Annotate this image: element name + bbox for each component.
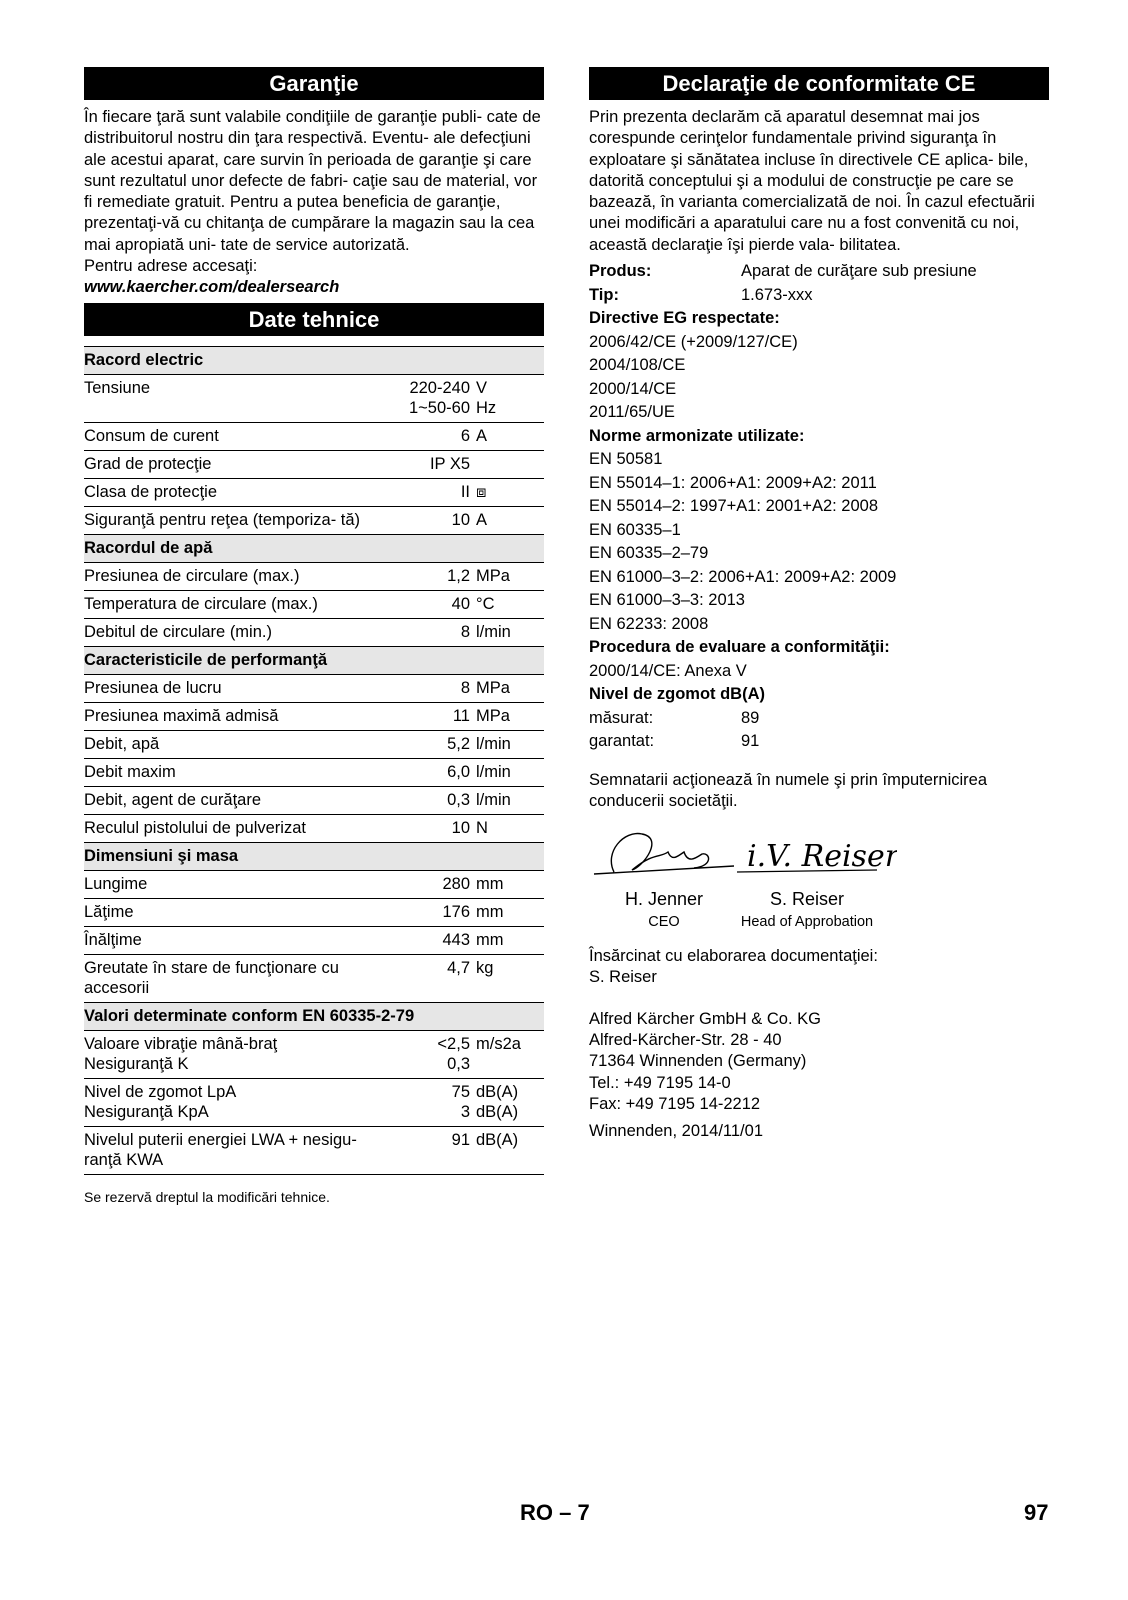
signatures xyxy=(589,822,1049,932)
tech-row-value: 0,3 xyxy=(394,787,470,815)
measured-row xyxy=(589,707,1049,731)
signature-reiser-handwriting xyxy=(717,822,897,880)
company-item: Tel.: +49 7195 14-0 xyxy=(589,1073,731,1092)
tech-row-value: 176 xyxy=(394,899,470,927)
ce-declaration-heading: Declaraţie de conformitate CE xyxy=(589,67,1049,100)
guaranteed-value: 91 xyxy=(741,732,760,751)
tech-row xyxy=(84,619,544,647)
tech-row-value: 10 xyxy=(394,507,470,535)
tech-row-value: 1,2 xyxy=(394,563,470,591)
tech-row-label: Temperatura de circulare (max.) xyxy=(84,591,394,619)
tech-row-label: Clasa de protecţie xyxy=(84,479,394,507)
product-label: Produs: xyxy=(589,262,652,281)
tech-row-value: 280 xyxy=(394,871,470,899)
tech-note: Se rezervă dreptul la modificări tehnice. xyxy=(84,1189,330,1206)
norms-item: EN 62233: 2008 xyxy=(589,614,709,633)
tech-row xyxy=(84,1127,544,1175)
procedure-title: Procedura de evaluare a conformităţii: xyxy=(589,638,890,657)
tech-row-unit: mm xyxy=(470,899,544,927)
tech-row-unit: N xyxy=(470,815,544,843)
tech-row-unit: kg xyxy=(470,955,544,1003)
tech-row xyxy=(84,815,544,843)
type-label: Tip: xyxy=(589,285,619,304)
tech-row-label: Presiunea de lucru xyxy=(84,675,394,703)
tech-row-unit: l/min xyxy=(470,731,544,759)
norms-title: Norme armonizate utilizate: xyxy=(589,426,805,445)
tech-row-label: Presiunea maximă admisă xyxy=(84,703,394,731)
company-item: Alfred Kärcher GmbH & Co. KG xyxy=(589,1009,821,1028)
tech-section-title: Caracteristicile de performanţă xyxy=(84,647,544,675)
type-value: 1.673-xxx xyxy=(741,285,813,304)
signer2-role: Head of Approbation xyxy=(740,914,874,931)
signer2-script: i.V. Reiser xyxy=(747,839,897,875)
tech-row xyxy=(84,675,544,703)
signer1-name: H. Jenner xyxy=(624,889,704,910)
tech-row-unit: °C xyxy=(470,591,544,619)
norms-item: EN 61000–3–2: 2006+A1: 2009+A2: 2009 xyxy=(589,567,897,586)
tech-data-table xyxy=(84,346,544,1175)
tech-row-unit: dB(A) xyxy=(470,1127,544,1175)
tech-row-value: 75 3 xyxy=(394,1079,470,1127)
procedure-value: 2000/14/CE: Anexa V xyxy=(589,661,747,680)
tech-row-unit: A xyxy=(470,507,544,535)
tech-row-label: Tensiune xyxy=(84,375,394,423)
tech-row-value: 8 xyxy=(394,675,470,703)
tech-row-unit: V Hz xyxy=(470,375,544,423)
tech-row-label: Presiunea de circulare (max.) xyxy=(84,563,394,591)
tech-data-heading: Date tehnice xyxy=(84,303,544,336)
guaranteed-row xyxy=(589,730,1049,754)
tech-row xyxy=(84,871,544,899)
tech-row-value: 5,2 xyxy=(394,731,470,759)
tech-row-label-second: Nesiguranţă KpA xyxy=(84,1103,209,1122)
tech-row xyxy=(84,1031,544,1079)
tech-row-label: Debitul de circulare (min.) xyxy=(84,619,394,647)
tech-row xyxy=(84,731,544,759)
tech-row-value: 443 xyxy=(394,927,470,955)
tech-row xyxy=(84,1079,544,1127)
tech-row-label: Înălţime xyxy=(84,927,394,955)
signer1-role: CEO xyxy=(648,914,680,931)
tech-section-title: Dimensiuni şi masa xyxy=(84,843,544,871)
tech-section-header xyxy=(84,535,544,563)
tech-row-unit: A xyxy=(470,423,544,451)
tech-row xyxy=(84,703,544,731)
tech-row-value: <2,5 0,3 xyxy=(394,1031,470,1079)
norms-item: EN 60335–2–79 xyxy=(589,544,709,563)
tech-row-label: Consum de curent xyxy=(84,423,394,451)
tech-row-unit: mm xyxy=(470,871,544,899)
tech-row-unit: l/min xyxy=(470,787,544,815)
signature-reiser xyxy=(717,822,897,930)
tech-row-unit: MPa xyxy=(470,675,544,703)
tech-row-unit: ⧈ xyxy=(470,479,544,507)
tech-section-title: Valori determinate conform EN 60335-2-79 xyxy=(84,1003,544,1031)
norms-item: EN 60335–1 xyxy=(589,520,681,539)
product-row xyxy=(589,260,1049,284)
right-column xyxy=(589,67,1049,1143)
tech-section-header xyxy=(84,1003,544,1031)
tech-row-value: 6,0 xyxy=(394,759,470,787)
place-date: Winnenden, 2014/11/01 xyxy=(589,1122,763,1141)
tech-row-unit: MPa xyxy=(470,563,544,591)
company-item: Fax: +49 7195 14-2212 xyxy=(589,1094,761,1113)
tech-row-unit: l/min xyxy=(470,619,544,647)
tech-row-value: 220-240 1~50-60 xyxy=(394,375,470,423)
directives-list xyxy=(589,331,1049,425)
tech-row-value: 40 xyxy=(394,591,470,619)
tech-row-unit: dB(A) dB(A) xyxy=(470,1079,544,1127)
tech-row xyxy=(84,563,544,591)
guaranteed-label: garantat: xyxy=(589,732,655,751)
tech-row xyxy=(84,899,544,927)
norms-list xyxy=(589,448,1049,636)
measured-value: 89 xyxy=(741,708,760,727)
address-intro: Pentru adrese accesaţi: xyxy=(84,257,258,276)
tech-row-label: Nivel de zgomot LpA Nesiguranţă KpA xyxy=(84,1079,394,1127)
directives-item: 2011/65/UE xyxy=(589,403,675,422)
tech-row xyxy=(84,451,544,479)
warranty-heading: Garanţie xyxy=(84,67,544,100)
tech-row xyxy=(84,759,544,787)
tech-row-value: 4,7 xyxy=(394,955,470,1003)
tech-row-label: Lăţime xyxy=(84,899,394,927)
dealer-search-link[interactable]: www.kaercher.com/dealersearch xyxy=(84,278,340,297)
tech-row-label-second: Nesiguranţă K xyxy=(84,1055,189,1074)
directives-title: Directive EG respectate: xyxy=(589,309,780,328)
tech-row-value: IP X5 xyxy=(394,451,470,479)
tech-row-label: Reculul pistolului de pulverizat xyxy=(84,815,394,843)
tech-row-label: Lungime xyxy=(84,871,394,899)
tech-section-title: Racord electric xyxy=(84,347,544,375)
tech-row-unit: m/s2a xyxy=(470,1031,544,1079)
noise-title: Nivel de zgomot dB(A) xyxy=(589,685,765,704)
tech-row xyxy=(84,787,544,815)
tech-row xyxy=(84,423,544,451)
warranty-text: În fiecare ţară sunt valabile condiţiile de garanţie publi- cate de distribuitorul nostru din ţara respectivă. Eventu- ale defecţiuni ale acestui aparat, care survin în perioada de garanţie şi care sunt rezultatul unor defecte de fabri- caţie sau de material, vor fi remediate gratuit. Pentru a putea beneficia de garanţie, prezentaţi-vă cu chitanţa de cumpărare la magazin sau la cea mai apropiată uni- tate de service autorizată. xyxy=(84,108,541,254)
documentation-label: Însărcinat cu elaborarea documentaţiei: xyxy=(589,947,878,966)
norms-item: EN 50581 xyxy=(589,450,663,469)
tech-row-value: 11 xyxy=(394,703,470,731)
company-item: 71364 Winnenden (Germany) xyxy=(589,1052,807,1071)
tech-row-unit: mm xyxy=(470,927,544,955)
type-row xyxy=(589,284,1049,308)
signatories-text: Semnatarii acţionează în numele şi prin împuternicirea conducerii societăţii. xyxy=(589,770,988,810)
tech-row xyxy=(84,927,544,955)
tech-row-unit xyxy=(470,451,544,479)
tech-row-value: 10 xyxy=(394,815,470,843)
tech-section-title: Racordul de apă xyxy=(84,535,544,563)
tech-row-label: Grad de protecţie xyxy=(84,451,394,479)
directives-item: 2000/14/CE xyxy=(589,379,677,398)
tech-section-header xyxy=(84,647,544,675)
tech-row-label: Debit, agent de curăţare xyxy=(84,787,394,815)
tech-row-label: Valoare vibraţie mână-braţ Nesiguranţă K xyxy=(84,1031,394,1079)
tech-row-label: Debit, apă xyxy=(84,731,394,759)
tech-row xyxy=(84,955,544,1003)
ce-intro: Prin prezenta declarăm că aparatul desemnat mai jos corespunde cerinţelor fundamentale privind siguranţa în exploatare şi sănătatea incluse în directivele CE aplica- bile, datorită conceptului şi a modului de construcţie pe care se bazează, în varianta comercializată de noi. În cazul efectuării unei modificări a aparatului care nu a fost convenită cu noi, această declaraţie îşi pierde vala- bilitatea. xyxy=(589,108,1035,254)
tech-row xyxy=(84,479,544,507)
company-item: Alfred-Kärcher-Str. 28 - 40 xyxy=(589,1031,782,1050)
page-number: 97 xyxy=(1024,1500,1049,1525)
documentation-name: S. Reiser xyxy=(589,968,657,987)
tech-row-value: 6 xyxy=(394,423,470,451)
tech-row-label: Nivelul puterii energiei LWA + nesigu- ranţă KWA xyxy=(84,1127,394,1175)
norms-item: EN 55014–1: 2006+A1: 2009+A2: 2011 xyxy=(589,473,877,492)
company-address xyxy=(589,1009,1049,1115)
tech-row-unit: l/min xyxy=(470,759,544,787)
tech-row xyxy=(84,375,544,423)
tech-section-header xyxy=(84,843,544,871)
tech-row-label: Greutate în stare de funcţionare cu accesorii xyxy=(84,955,394,1003)
tech-row-label: Siguranţă pentru reţea (temporiza- tă) xyxy=(84,507,394,535)
directives-item: 2006/42/CE (+2009/127/CE) xyxy=(589,332,798,351)
directives-item: 2004/108/CE xyxy=(589,356,686,375)
measured-label: măsurat: xyxy=(589,708,654,727)
product-value: Aparat de curăţare sub presiune xyxy=(741,262,977,281)
tech-section-header xyxy=(84,347,544,375)
signer2-name: S. Reiser xyxy=(769,889,845,910)
tech-row-label: Debit maxim xyxy=(84,759,394,787)
tech-row xyxy=(84,507,544,535)
norms-item: EN 55014–2: 1997+A1: 2001+A2: 2008 xyxy=(589,497,878,516)
tech-row-value: II xyxy=(394,479,470,507)
tech-row-value: 8 xyxy=(394,619,470,647)
tech-row-unit: MPa xyxy=(470,703,544,731)
norms-item: EN 61000–3–3: 2013 xyxy=(589,591,745,610)
tech-row-value: 91 xyxy=(394,1127,470,1175)
section-label: RO – 7 xyxy=(520,1500,590,1525)
left-column xyxy=(84,67,544,1205)
tech-row xyxy=(84,591,544,619)
